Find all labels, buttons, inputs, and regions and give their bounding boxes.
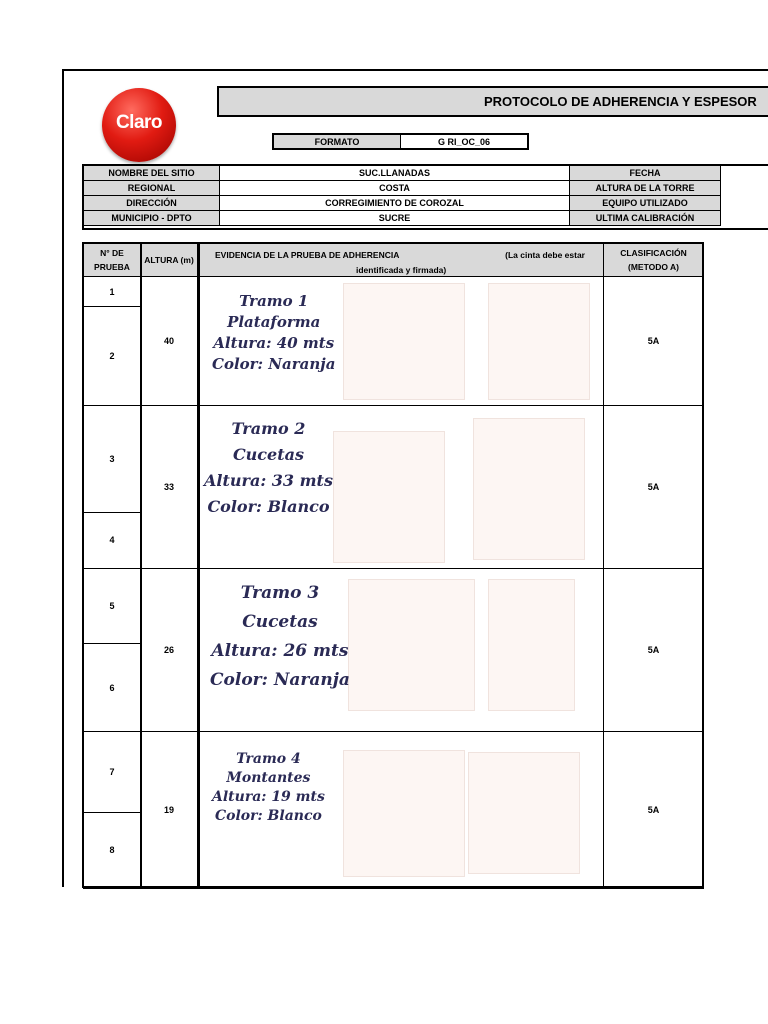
page-border-top <box>63 69 768 71</box>
evidence-photo <box>198 569 604 732</box>
format-value: G RI_OC_06 <box>437 137 491 147</box>
header-classification: CLASIFICACIÓN (METODO A) <box>604 244 704 277</box>
document-title-box <box>217 86 768 117</box>
info-key-right: ALTURA DE LA TORRE <box>570 181 721 196</box>
info-key-right: EQUIPO UTILIZADO <box>570 196 721 211</box>
evidence-photo <box>198 732 604 889</box>
info-value: COSTA <box>220 181 570 196</box>
column-divider <box>140 243 142 887</box>
test-number: 7 <box>84 732 141 813</box>
note-line: Cucetas <box>242 612 318 632</box>
evidence-note: (La cinta debe estar <box>505 250 585 260</box>
height-value: 33 <box>141 406 198 569</box>
classification-value: 5A <box>604 406 704 569</box>
evidence-photo <box>198 406 604 569</box>
test-number: 5 <box>84 569 141 644</box>
format-code-box <box>272 133 529 150</box>
info-value: SUCRE <box>220 211 570 226</box>
note-line: Altura: 19 mts <box>212 789 325 805</box>
classification-value: 5A <box>604 569 704 732</box>
format-label: FORMATO <box>274 135 401 148</box>
header-test-number: N° DE PRUEBA <box>84 244 141 277</box>
note-line: Tramo 2 <box>231 419 306 438</box>
info-key: MUNICIPIO - DPTO <box>84 211 220 226</box>
page-border-left <box>62 69 64 887</box>
evidence-title: EVIDENCIA DE LA PRUEBA DE ADHERENCIA <box>215 250 400 260</box>
info-key: NOMBRE DEL SITIO <box>84 166 220 181</box>
note-line: Color: Naranja <box>212 355 336 373</box>
tape-photo <box>488 579 575 711</box>
info-key-right: ULTIMA CALIBRACIÓN <box>570 211 721 226</box>
note-line: Cucetas <box>232 445 304 464</box>
info-row <box>84 181 721 196</box>
claro-logo <box>102 88 176 162</box>
tape-photo <box>468 752 580 874</box>
tape-photo <box>343 283 465 400</box>
evidence-note-cont: identificada y firmada) <box>356 265 447 275</box>
note-line: Montantes <box>226 770 311 786</box>
header-height: ALTURA (m) <box>141 244 198 277</box>
info-row <box>84 196 721 211</box>
header-evidence <box>198 244 604 277</box>
height-value: 40 <box>141 277 198 406</box>
info-row <box>84 211 721 226</box>
test-number: 8 <box>84 812 141 889</box>
note-line: Plataforma <box>227 313 321 331</box>
info-key: REGIONAL <box>84 181 220 196</box>
classification-value: 5A <box>604 277 704 406</box>
evidence-photo <box>198 277 604 406</box>
note-line: Color: Blanco <box>215 808 322 824</box>
note-line: Tramo 4 <box>236 751 301 767</box>
note-line: Color: Blanco <box>207 497 330 516</box>
document-title: PROTOCOLO DE ADHERENCIA Y ESPESOR <box>484 94 757 109</box>
test-number: 1 <box>84 277 141 307</box>
note-line: Tramo 1 <box>239 292 309 310</box>
logo-text: Claro <box>115 112 163 133</box>
height-value: 26 <box>141 569 198 732</box>
column-divider <box>198 243 200 887</box>
classification-value: 5A <box>604 732 704 889</box>
info-value: SUC.LLANADAS <box>220 166 570 181</box>
tape-photo <box>343 750 465 877</box>
test-number: 2 <box>84 307 141 406</box>
info-key: DIRECCIÓN <box>84 196 220 211</box>
handwritten-note <box>204 416 333 520</box>
note-line: Altura: 33 mts <box>204 471 333 490</box>
adherence-table <box>83 243 703 887</box>
handwritten-note <box>212 291 335 375</box>
test-number: 3 <box>84 406 141 513</box>
note-line: Altura: 40 mts <box>213 334 335 352</box>
tape-photo <box>488 283 590 400</box>
test-number: 4 <box>84 512 141 568</box>
height-value: 19 <box>141 732 198 889</box>
handwritten-note <box>212 750 325 826</box>
test-number: 6 <box>84 644 141 732</box>
handwritten-note <box>210 579 350 695</box>
info-row <box>84 166 721 181</box>
tape-photo <box>473 418 585 560</box>
note-line: Color: Naranja <box>210 670 350 690</box>
site-info-table <box>83 165 768 229</box>
note-line: Tramo 3 <box>240 583 320 603</box>
info-value: CORREGIMIENTO DE COROZAL <box>220 196 570 211</box>
tape-photo <box>348 579 475 711</box>
tape-photo <box>333 431 445 563</box>
note-line: Altura: 26 mts <box>211 641 349 661</box>
info-key-right: FECHA <box>570 166 721 181</box>
